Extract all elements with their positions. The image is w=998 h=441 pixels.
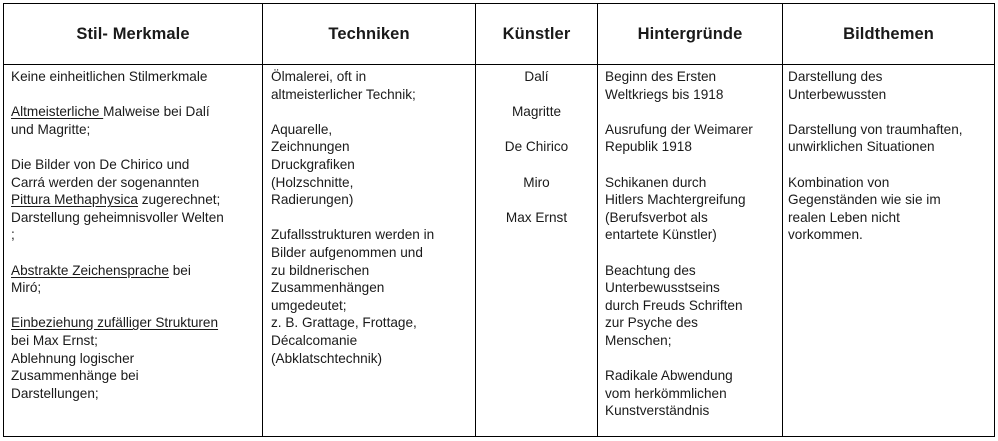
header-techniken: Techniken bbox=[328, 24, 410, 43]
text-line: umgedeutet; bbox=[271, 297, 347, 313]
text-line: zugerechnet; bbox=[137, 192, 221, 208]
text-line: zu bildnerischen bbox=[271, 262, 370, 278]
header-bildthemen: Bildthemen bbox=[843, 24, 934, 43]
text-line: Weltkriegs bis 1918 bbox=[605, 86, 724, 102]
text-line: z. B. Grattage, Frottage, bbox=[271, 315, 417, 331]
text-line: Carrá werden der sogenannten bbox=[11, 174, 200, 190]
text-line: vorkommen. bbox=[788, 227, 863, 243]
text-line: Bilder aufgenommen und bbox=[271, 244, 423, 260]
text-line: Beginn des Ersten bbox=[605, 69, 717, 84]
text-line: Darstellung von traumhaften, bbox=[788, 121, 963, 137]
artist-name: De Chirico bbox=[504, 139, 569, 155]
text-line: Darstellung geheimnisvoller Welten bbox=[11, 209, 224, 225]
text-line: Gegenständen wie sie im bbox=[788, 192, 941, 208]
header-divider bbox=[4, 64, 994, 65]
column-divider bbox=[782, 4, 783, 436]
text-line: und Magritte; bbox=[11, 121, 91, 137]
cell-stil-merkmale bbox=[11, 68, 259, 402]
text-line: bei bbox=[168, 262, 191, 278]
text-line: (Berufsverbot als bbox=[605, 209, 708, 225]
underlined-term: Einbeziehung zufälliger Strukturen bbox=[11, 315, 219, 331]
text-line: Druckgrafiken bbox=[271, 156, 355, 172]
cell-hintergruende bbox=[605, 68, 781, 420]
text-line: bei Max Ernst; bbox=[11, 332, 98, 348]
column-divider bbox=[597, 4, 598, 436]
text-line: Miró; bbox=[11, 280, 42, 296]
text-line: Radierungen) bbox=[271, 192, 354, 208]
text-line: Malweise bei Dalí bbox=[103, 104, 210, 120]
underlined-term: Altmeisterliche bbox=[11, 104, 104, 120]
underlined-term: Pittura Methaphysica bbox=[11, 192, 138, 208]
cell-bildthemen bbox=[788, 68, 992, 244]
artist-name: Dalí bbox=[524, 69, 549, 84]
text-line: Beachtung des bbox=[605, 262, 696, 278]
text-line: Unterbewusstseins bbox=[605, 280, 720, 296]
artist-name: Max Ernst bbox=[505, 209, 568, 225]
text-line: Ausrufung der Weimarer bbox=[605, 121, 753, 137]
text-line: ; bbox=[11, 227, 15, 243]
text-line: Darstellungen; bbox=[11, 385, 99, 401]
column-divider bbox=[262, 4, 263, 436]
text-line: Darstellung des bbox=[788, 69, 883, 84]
text-line: unwirklichen Situationen bbox=[788, 139, 935, 155]
text-line: Ablehnung logischer bbox=[11, 350, 135, 366]
text-line: Schikanen durch bbox=[605, 174, 707, 190]
text-line: Kunstverständnis bbox=[605, 403, 710, 419]
text-line: (Abklatschtechnik) bbox=[271, 350, 383, 366]
artist-name: Miro bbox=[523, 174, 550, 190]
text-line: Zeichnungen bbox=[271, 139, 350, 155]
text-line: Zufallsstrukturen werden in bbox=[271, 227, 435, 243]
text-line: Keine einheitlichen Stilmerkmale bbox=[11, 69, 208, 84]
surrealism-table bbox=[3, 3, 995, 437]
text-line: Hitlers Machtergreifung bbox=[605, 192, 746, 208]
text-line: (Holzschnitte, bbox=[271, 174, 354, 190]
text-line: realen Leben nicht bbox=[788, 209, 900, 225]
text-line: entartete Künstler) bbox=[605, 227, 717, 243]
text-line: altmeisterlicher Technik; bbox=[271, 86, 416, 102]
underlined-term: Abstrakte Zeichensprache bbox=[11, 262, 169, 278]
text-line: Zusammenhängen bbox=[271, 280, 385, 296]
header-stil-merkmale: Stil- Merkmale bbox=[76, 24, 190, 43]
cell-techniken bbox=[271, 68, 473, 367]
text-line: Kombination von bbox=[788, 174, 890, 190]
cell-kuenstler bbox=[476, 68, 597, 244]
text-line: Republik 1918 bbox=[605, 139, 692, 155]
text-line: Zusammenhänge bei bbox=[11, 368, 139, 384]
text-line: vom herkömmlichen bbox=[605, 385, 727, 401]
text-line: durch Freuds Schriften bbox=[605, 297, 743, 313]
header-hintergruende: Hintergründe bbox=[637, 24, 743, 43]
text-line: Ölmalerei, oft in bbox=[271, 69, 367, 84]
text-line: Menschen; bbox=[605, 332, 672, 348]
text-line: Die Bilder von De Chirico und bbox=[11, 156, 190, 172]
text-line: Radikale Abwendung bbox=[605, 368, 733, 384]
header-kuenstler: Künstler bbox=[502, 24, 571, 43]
text-line: Décalcomanie bbox=[271, 332, 358, 348]
text-line: zur Psyche des bbox=[605, 315, 698, 331]
text-line: Aquarelle, bbox=[271, 121, 333, 137]
artist-name: Magritte bbox=[511, 104, 562, 120]
text-line: Unterbewussten bbox=[788, 86, 887, 102]
